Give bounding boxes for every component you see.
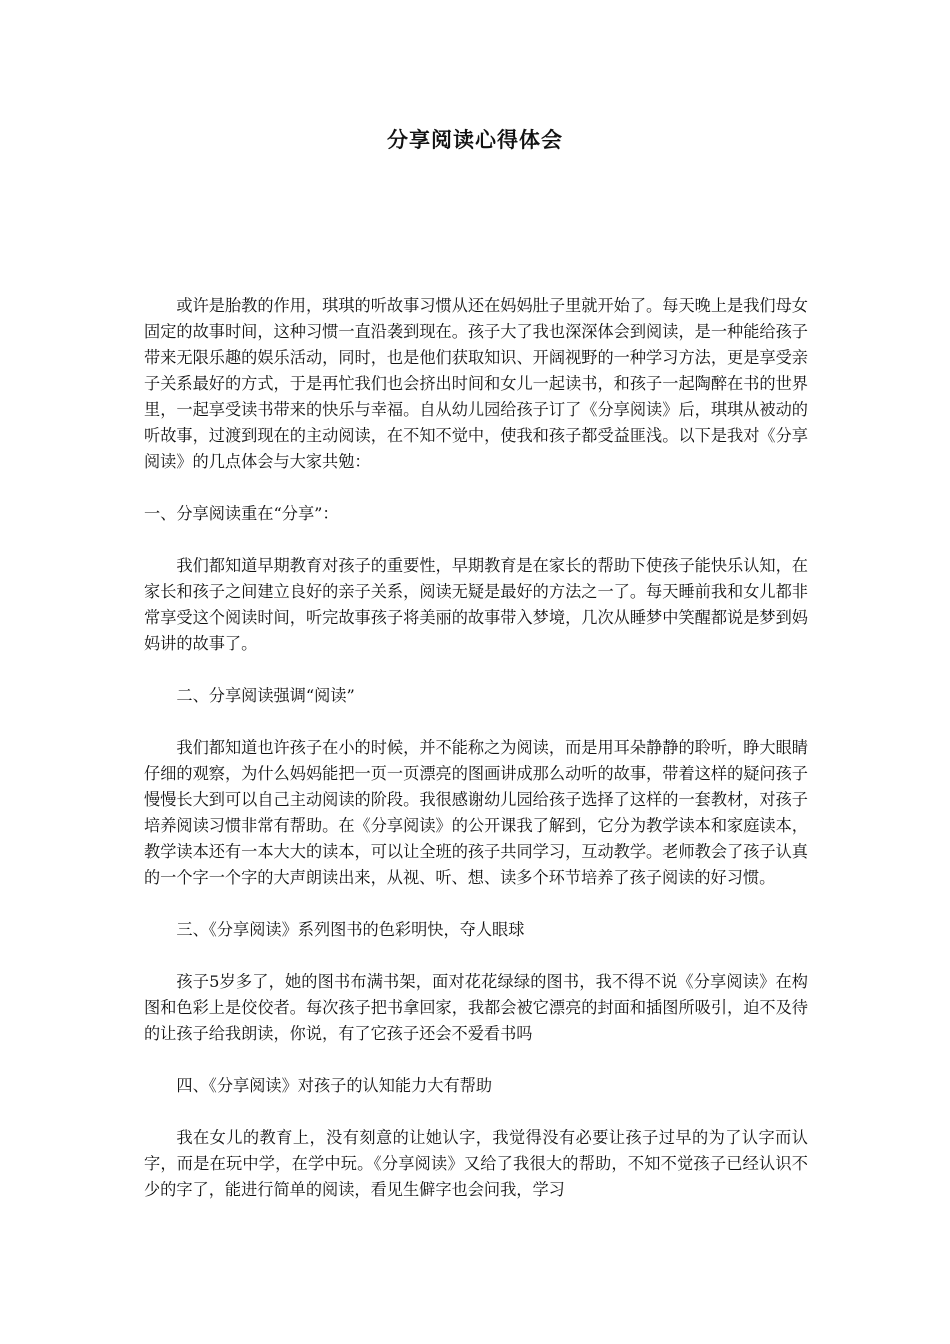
section-4-heading: 四、《分享阅读》对孩子的认知能力大有帮助	[176, 1076, 493, 1095]
section-1-paragraph: 我们都知道早期教育对孩子的重要性，早期教育是在家长的帮助下使孩子能快乐认知，在家长和孩子之间建立良好的亲子关系，阅读无疑是最好的方法之一了。每天睡前我和女儿都非常享受这个阅读时间，听完故事孩子将美丽的故事带入梦境，几次从睡梦中笑醒都说是梦到妈妈讲的故事了。	[144, 556, 808, 653]
document-title: 分享阅读心得体会	[387, 128, 563, 152]
document-body	[144, 293, 808, 1203]
section-2-heading: 二、分享阅读强调“阅读”	[176, 686, 355, 705]
intro-paragraph: 或许是胎教的作用，琪琪的听故事习惯从还在妈妈肚子里就开始了。每天晚上是我们母女固定的故事时间，这种习惯一直沿袭到现在。孩子大了我也深深体会到阅读，是一种能给孩子带来无限乐趣的娱乐活动，同时，也是他们获取知识、开阔视野的一种学习方法，更是享受亲子关系最好的方式，于是再忙我们也会挤出时间和女儿一起读书，和孩子一起陶醉在书的世界里，一起享受读书带来的快乐与幸福。自从幼儿园给孩子订了《分享阅读》后，琪琪从被动的听故事，过渡到现在的主动阅读，在不知不觉中，使我和孩子都受益匪浅。以下是我对《分享阅读》的几点体会与大家共勉：	[144, 296, 808, 471]
section-1-heading: 一、分享阅读重在“分享”：	[144, 504, 339, 523]
section-4-paragraph: 我在女儿的教育上，没有刻意的让她认字，我觉得没有必要让孩子过早的为了认字而认字，而是在玩中学，在学中玩。《分享阅读》又给了我很大的帮助，不知不觉孩子已经认识不少的字了，能进行简单的阅读，看见生僻字也会问我，学习	[144, 1128, 808, 1199]
section-3-paragraph: 孩子5岁多了，她的图书布满书架，面对花花绿绿的图书，我不得不说《分享阅读》在构图和色彩上是佼佼者。每次孩子把书拿回家，我都会被它漂亮的封面和插图所吸引，迫不及待的让孩子给我朗读，你说，有了它孩子还会不爱看书吗	[144, 972, 808, 1043]
section-2-paragraph: 我们都知道也许孩子在小的时候，并不能称之为阅读，而是用耳朵静静的聆听，睁大眼睛仔细的观察，为什么妈妈能把一页一页漂亮的图画讲成那么动听的故事，带着这样的疑问孩子慢慢长大到可以自己主动阅读的阶段。我很感谢幼儿园给孩子选择了这样的一套教材，对孩子培养阅读习惯非常有帮助。在《分享阅读》的公开课我了解到，它分为教学读本和家庭读本，教学读本还有一本大大的读本，可以让全班的孩子共同学习，互动教学。老师教会了孩子认真的一个字一个字的大声朗读出来，从视、听、想、读多个环节培养了孩子阅读的好习惯。	[144, 738, 808, 887]
section-3-heading: 三、《分享阅读》系列图书的色彩明快，夺人眼球	[176, 920, 525, 939]
